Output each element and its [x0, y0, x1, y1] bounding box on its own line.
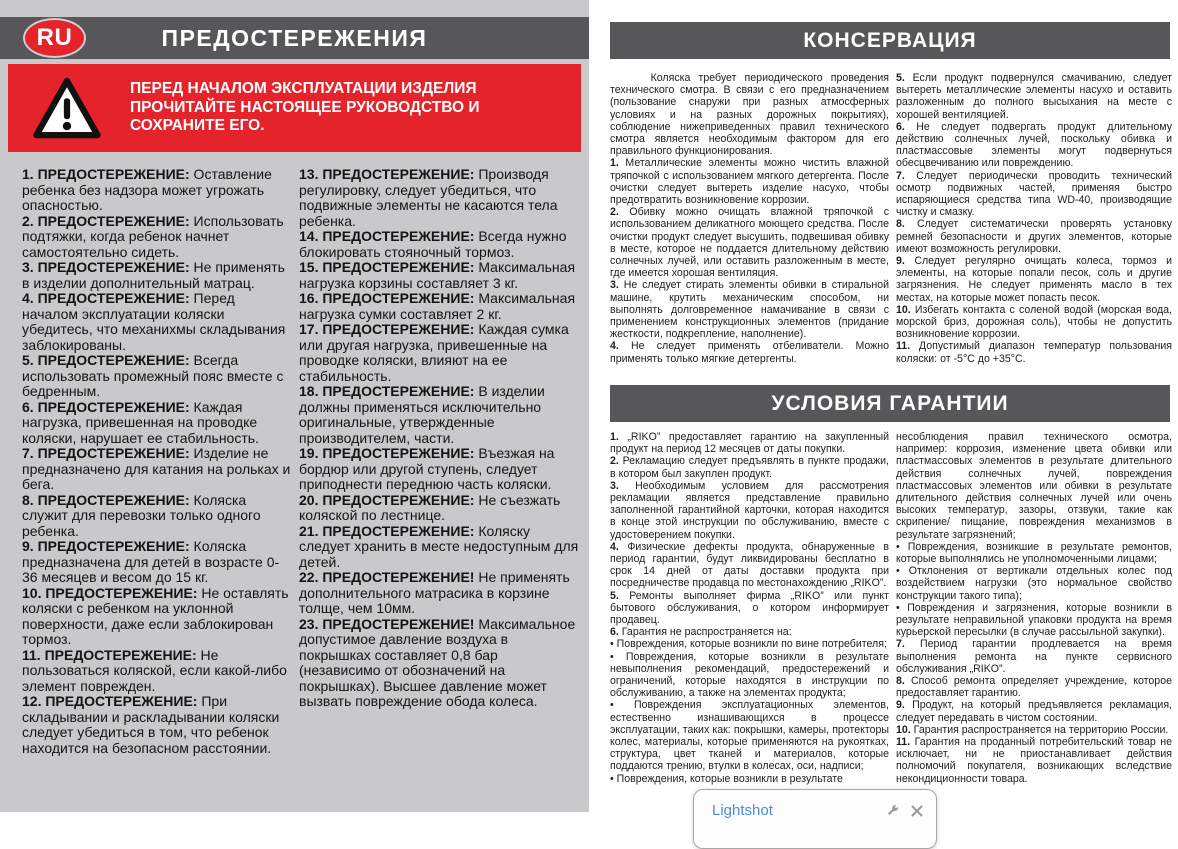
warranty-paragraph	[896, 541, 1172, 565]
warranty-title: УСЛОВИЯ ГАРАНТИИ	[771, 391, 1009, 415]
paragraph-text: Допустимый диапазон температур пользования коляски: от -5°С до +35°С.	[896, 340, 1172, 365]
warranty-paragraph	[610, 773, 889, 785]
warnings-header-bar	[0, 17, 589, 59]
warning-item	[22, 291, 294, 353]
warning-item	[299, 291, 582, 322]
maintenance-paragraph	[610, 72, 889, 157]
warning-item-text: В изделии должны применяться исключительно оригинальные, утвержденные производителем, части.	[299, 383, 545, 446]
paragraph-text: Способ ремонта определяет учреждение, которое предоставляет гарантию.	[896, 675, 1172, 700]
paragraph-text: Следует систематически проверять установку ремней безопасности и других элементов, которые имеют возможность регулировки.	[896, 218, 1172, 255]
warnings-title: ПРЕДОСТЕРЕЖЕНИЯ	[161, 24, 428, 51]
warning-item-label: 15. ПРЕДОСТЕРЕЖЕНИЕ:	[299, 259, 475, 275]
warning-item-label: 11. ПРЕДОСТЕРЕЖЕНИЕ:	[22, 646, 197, 663]
warranty-paragraph	[896, 724, 1172, 736]
warning-item-text: Использовать подтяжки, когда ребенок начнет самостоятельно сидеть.	[22, 212, 284, 260]
paragraph-text: Гарантия на проданный потребительский товар не исключает, ни не приостанавливает действия полномочий покупателя, возникающих вследствие некондиционности товара.	[896, 736, 1172, 785]
warranty-paragraph	[610, 541, 889, 590]
paragraph-number: 9.	[896, 699, 905, 712]
wrench-icon[interactable]	[886, 804, 900, 818]
paragraph-text: Следует регулярно очищать колеса, тормоз и элементы, на которые попали песок, соль и другие загрязнения. Не следует применять масло в тех местах, на которые может попасть песок.	[896, 255, 1172, 304]
paragraph-number: 7.	[896, 169, 905, 182]
warranty-paragraph	[896, 565, 1172, 602]
warning-item-text: Не применять в изделии дополнительный матрац.	[22, 259, 285, 291]
warning-item-text: Максимальное допустимое давление воздуха в покрышках составляет 0,8 бар (независимо от обозначений на покрышках). Высшее давление может вызвать повреждение обода колеса.	[299, 615, 576, 709]
alert-text: ПЕРЕД НАЧАЛОМ ЭКСПЛУАТАЦИИ ИЗДЕЛИЯ ПРОЧИТАЙТЕ НАСТОЯЩЕЕ РУКОВОДСТВО И СОХРАНИТЕ ЕГО.	[130, 80, 480, 135]
paragraph-text: „RIKO” предоставляет гарантию на закупленный продукт на период 12 месяцев от даты покупки.	[610, 431, 889, 456]
warning-item-text: Изделие не предназначено для катания на рольках и бега.	[22, 445, 291, 492]
warning-item	[299, 617, 582, 710]
warning-item-label: 22. ПРЕДОСТЕРЕЖЕНИЕ!	[299, 569, 475, 585]
warning-item-label: 3. ПРЕДОСТЕРЕЖЕНИЕ:	[22, 259, 190, 275]
warning-item-text: Каждая нагрузка, привешенная на проводке коляски, нарушает ее стабильность.	[22, 398, 259, 446]
warning-item	[22, 214, 294, 261]
paragraph-number: 8.	[896, 675, 905, 688]
warranty-paragraph	[610, 699, 889, 772]
maintenance-paragraph	[896, 121, 1172, 170]
paragraph-number: 7.	[896, 638, 905, 651]
warranty-paragraph	[896, 638, 1172, 675]
ru-badge-label: RU	[36, 24, 73, 51]
warning-item-label: 17. ПРЕДОСТЕРЕЖЕНИЕ:	[299, 321, 475, 337]
warning-item-label: 20. ПРЕДОСТЕРЕЖЕНИЕ:	[299, 491, 475, 508]
warning-item-text: Коляска предназначена для детей в возрасте 0-36 месяцев и весом до 15 кг.	[22, 538, 280, 585]
warning-item-label: 14. ПРЕДОСТЕРЕЖЕНИЕ:	[299, 228, 475, 244]
paragraph-text: Не следует стирать элементы обивки в стиральной машине, крутить механическим способом, ни выполнять долговременное намачивание в связи с применением конструкционных элементов (придание жесткости, подкрепление, наполнение).	[610, 279, 889, 341]
maintenance-paragraph	[896, 304, 1172, 341]
warning-item	[22, 648, 294, 695]
paragraph-text: Продукт, на который предъявляется рекламация, следует передавать в чистом состоянии.	[896, 699, 1172, 724]
paragraph-number: 2.	[610, 206, 619, 219]
warranty-paragraph	[896, 602, 1172, 639]
warning-item-label: 6. ПРЕДОСТЕРЕЖЕНИЕ:	[22, 398, 190, 415]
paragraph-number: 6.	[610, 626, 619, 639]
paragraph-text: Необходимым условием для рассмотрения рекламации является представление правильно заполненной гарантийной карточки, которая находится в конце этой инструкции по обслуживанию, вместе с удостоверением покупки.	[610, 479, 889, 541]
paragraph-number: 5.	[610, 589, 619, 602]
maintenance-paragraph	[896, 255, 1172, 304]
warning-item-label: 9. ПРЕДОСТЕРЕЖЕНИЕ:	[22, 538, 190, 554]
warning-item-text: Оставление ребенка без надзора может угрожать опасностью.	[22, 166, 272, 213]
warranty-paragraph	[610, 431, 889, 455]
paragraph-number: 3.	[610, 479, 619, 492]
warning-item-text: Не оставлять коляски с ребенком на уклонной поверхности, даже если заблокирован тормоз.	[22, 584, 289, 647]
warranty-paragraph	[610, 590, 889, 627]
warning-item-label: 12. ПРЕДОСТЕРЕЖЕНИЕ:	[22, 693, 198, 709]
close-icon[interactable]	[911, 805, 923, 817]
paragraph-text: несоблюдения правил технического осмотра, например: коррозия, изменение цвета обивки или пластмассовых элементов в результате длительного действия солнечных лучей, повреждения пластмассовых элементов или обивки в результате длительного действия солнечных лучей или очень высоких температур, зазоры, отзвуки, такие как скрипение/ пищание, повреждения механизмов в результате загрязнений;	[896, 431, 1172, 541]
warning-item	[22, 260, 294, 291]
paragraph-text: Период гарантии продлевается на время выполнения ремонта на пункте сервисного обслуживания „RIKO”.	[896, 638, 1172, 675]
warranty-column-1	[610, 431, 889, 785]
warning-item	[22, 353, 294, 400]
warning-item-label: 4. ПРЕДОСТЕРЕЖЕНИЕ:	[22, 290, 190, 306]
warning-item	[22, 694, 294, 756]
warning-item	[22, 586, 294, 648]
ru-language-badge	[23, 18, 86, 58]
warranty-paragraph	[896, 431, 1172, 541]
warranty-paragraph	[610, 626, 889, 638]
maintenance-paragraph	[610, 206, 889, 279]
warning-item	[299, 167, 582, 229]
warning-item	[299, 260, 582, 291]
warning-item	[299, 493, 582, 524]
paragraph-number: 11.	[896, 340, 911, 353]
paragraph-text: • Отклонения от вертикали отдельных колес под воздействием нагрузки (это нормальное свойство конструкции такого типа);	[896, 565, 1172, 602]
paragraph-number: 4.	[610, 340, 619, 353]
paragraph-number: 4.	[610, 540, 619, 553]
warnings-column-1	[22, 167, 294, 756]
warning-item-text: Всегда нужно блокировать стояночный тормоз.	[299, 228, 567, 260]
warning-item-text: Каждая сумка или другая нагрузка, привешенные на проводке коляски, влияют на ее стабильность.	[299, 321, 569, 384]
warranty-paragraph	[896, 699, 1172, 723]
paragraph-number: 9.	[896, 255, 905, 268]
maintenance-paragraph	[896, 170, 1172, 219]
maintenance-header-bar	[610, 22, 1170, 59]
warning-item-text: Коляску следует хранить в месте недоступным для детей.	[299, 522, 579, 570]
paragraph-text: • Повреждения, которые возникли по вине потребителя;	[610, 638, 887, 651]
warning-item-label: 13. ПРЕДОСТЕРЕЖЕНИЕ:	[299, 166, 475, 182]
warning-item	[22, 400, 294, 447]
warning-item-label: 18. ПРЕДОСТЕРЕЖЕНИЕ:	[299, 383, 475, 399]
maintenance-title: КОНСЕРВАЦИЯ	[803, 28, 977, 52]
warning-item	[299, 322, 582, 384]
warning-item	[299, 384, 582, 446]
paragraph-number: 2.	[610, 455, 619, 468]
paragraph-text: Обивку можно очищать влажной тряпочкой с использованием деликатного моющего средства. После очистки продукт следует высушить, подвешивая обивку в месте, которое не поддается длительному действию солнечных лучей, или оставить разложенным в месте, где имеется хорошая вентиляция.	[610, 206, 889, 280]
paragraph-text: Металлические элементы можно чистить влажной тряпочкой с использованием мягкого детергента. После очистки следует вытереть изделие насухо, чтобы предотвратить возникновение коррозии.	[610, 157, 889, 207]
paragraph-text: Не следует подвергать продукт длительному действию солнечных лучей, поскольку обивка и пластмассовые элементы могут подвернуться обесцвечиванию или повреждению.	[896, 120, 1172, 170]
warning-item-text: Перед началом эксплуатации коляски убедитесь, что механихмы складывания заблокированы.	[22, 290, 286, 353]
warranty-column-2	[896, 431, 1172, 785]
maintenance-warranty-page	[589, 0, 1178, 812]
warning-item-label: 16. ПРЕДОСТЕРЕЖЕНИЕ:	[299, 290, 475, 306]
warning-item	[22, 446, 294, 493]
maintenance-column-2	[896, 72, 1172, 365]
warning-item-label: 10. ПРЕДОСТЕРЕЖЕНИЕ:	[22, 584, 198, 601]
warning-item-text: Не применять дополнительного матрасика в корзине толще, чем 10мм.	[299, 569, 570, 616]
paragraph-number: 8.	[896, 218, 905, 231]
warning-item	[22, 539, 294, 586]
warning-item	[299, 229, 582, 260]
warning-item-text: Коляска служит для перевозки только одного ребенка.	[22, 491, 261, 539]
paragraph-text: Физические дефекты продукта, обнаруженные в период гарантии, будут ликвидированы бесплатно в срок 14 дней от даты доставки продукта при посредничестве продавца по местонахождению „RIKO”.	[610, 540, 889, 590]
maintenance-paragraph	[896, 72, 1172, 121]
warning-item-text: При складывании и раскладывании коляски следует убедиться в том, что ребенок находится на безопасном расстоянии.	[22, 693, 280, 756]
maintenance-paragraph	[610, 340, 889, 364]
paragraph-text: Не следует применять отбеливатели. Можно применять только мягкие детергенты.	[610, 340, 889, 365]
paragraph-text: Рекламацию следует предъявлять в пункте продажи, в котором был закуплен продукт.	[610, 455, 889, 480]
maintenance-paragraph	[610, 279, 889, 340]
paragraph-text: • Повреждения, возникшие в результате ремонтов, которые выполнялись не уполномоченными лицами;	[896, 540, 1172, 566]
warranty-paragraph	[610, 651, 889, 700]
warning-item-label: 5. ПРЕДОСТЕРЕЖЕНИЕ:	[22, 352, 190, 368]
maintenance-paragraph	[610, 157, 889, 206]
paragraph-text: Следует периодически проводить технический осмотр подвижных частей, применяя быстро испаряющиеся средства типа WD-40, производящие чистку и смазку.	[896, 169, 1172, 219]
warnings-page	[0, 0, 589, 812]
paragraph-text: Гарантия не распространяется на:	[618, 626, 792, 639]
warning-item-text: Производя регулировку, следует убедиться, что подвижные элементы не касаются тела ребенка.	[299, 166, 558, 229]
paragraph-text: Коляска требует периодического проведения технического смотра. В связи с его предназначением (пользование снаружи при разных атмосферных условиях и на разных дорожных покрытиях), соблюдение нижеприведенных правил технического смотра является необходимым фактором для его правильного функционирования.	[610, 72, 889, 158]
paragraph-number: 10.	[896, 303, 911, 316]
warning-item-label: 2. ПРЕДОСТЕРЕЖЕНИЕ:	[22, 212, 190, 229]
lightshot-app-name: Lightshot	[712, 802, 773, 819]
lightshot-popup[interactable]	[693, 789, 937, 849]
warning-item-label: 23. ПРЕДОСТЕРЕЖЕНИЕ!	[299, 615, 475, 632]
paragraph-number: 10.	[896, 723, 911, 736]
warning-item	[299, 570, 582, 617]
paragraph-number: 3.	[610, 279, 619, 292]
paragraph-number: 6.	[896, 120, 905, 133]
warning-item-text: Всегда использовать промежный пояс вместе с бедренным.	[22, 352, 284, 399]
warranty-paragraph	[610, 455, 889, 479]
paragraph-text: Гарантия распространяется на территорию России.	[910, 723, 1169, 736]
warning-item-label: 19. ПРЕДОСТЕРЕЖЕНИЕ:	[299, 445, 475, 461]
paragraph-number: 1.	[610, 157, 619, 170]
warning-item-label: 8. ПРЕДОСТЕРЕЖЕНИЕ:	[22, 491, 190, 508]
maintenance-paragraph	[896, 340, 1172, 364]
read-manual-alert-banner	[8, 64, 581, 152]
warning-item-text: Въезжая на бордюр или другой ступень, следует приподнести переднюю часть коляски.	[299, 445, 555, 492]
paragraph-text: Если продукт подвернулся смачиванию, следует вытереть металлические элементы насухо и оставить разложенным до полного высыхания на месте с хорошей вентиляцией.	[896, 72, 1172, 121]
warning-item-text: Максимальная нагрузка корзины составляет 3 кг.	[299, 259, 576, 291]
warning-item	[299, 446, 582, 493]
paragraph-text: Избегать контакта с соленой водой (морская вода, морской бриз, дорожная соль), чтобы не допустить возникновение коррозии.	[896, 303, 1172, 341]
warning-item-text: Максимальная нагрузка сумки составляет 2 кг.	[299, 290, 576, 322]
warranty-header-bar	[610, 385, 1170, 422]
warranty-paragraph	[610, 480, 889, 541]
warning-item-label: 21. ПРЕДОСТЕРЕЖЕНИЕ:	[299, 522, 475, 539]
warning-item	[22, 167, 294, 214]
warning-item	[299, 524, 582, 571]
warning-item-text: Не пользоваться коляской, если какой-либо элемент поврежден.	[22, 646, 287, 694]
paragraph-number: 1.	[610, 431, 619, 443]
paragraph-number: 5.	[896, 72, 905, 84]
warning-item-label: 7. ПРЕДОСТЕРЕЖЕНИЕ:	[22, 445, 190, 461]
warranty-paragraph	[896, 675, 1172, 699]
paragraph-number: 11.	[896, 736, 911, 749]
maintenance-column-1	[610, 72, 889, 365]
warning-item-label: 1. ПРЕДОСТЕРЕЖЕНИЕ:	[22, 166, 190, 182]
maintenance-paragraph	[896, 218, 1172, 255]
warning-item-text: Не съезжать коляской по лестнице.	[299, 491, 561, 523]
warning-item	[22, 493, 294, 540]
paragraph-text: Ремонты выполняет фирма „RIKO” или пункт бытового обслуживания, о котором информирует продавец.	[610, 589, 889, 627]
warranty-paragraph	[896, 736, 1172, 785]
paragraph-text: • Повреждения эксплуатационных элементов, естественно изнашивающихся в процессе эксплуатации, таких как: покрышки, камеры, протекторы колес, материалы, которые применяются на рукоятках, структура, цвет тканей и материалов, которые поддаются трению, втулки в колесах, оси, надписи;	[610, 699, 889, 773]
warning-triangle-icon	[32, 76, 102, 140]
warranty-paragraph	[610, 638, 889, 650]
paragraph-text: • Повреждения, которые возникли в результате невыполнения рекомендаций, предостережений и ограничений, которые находятся в инструкции по обслуживанию, а также на элементах продукта;	[610, 650, 889, 700]
paragraph-text: • Повреждения, которые возникли в результате	[610, 772, 843, 785]
warnings-column-2	[299, 167, 582, 710]
paragraph-text: • Повреждения и загрязнения, которые возникли в результате неправильной упаковки продукта на время курьерской пересылки (в случае рассыльной закупки).	[896, 601, 1172, 639]
